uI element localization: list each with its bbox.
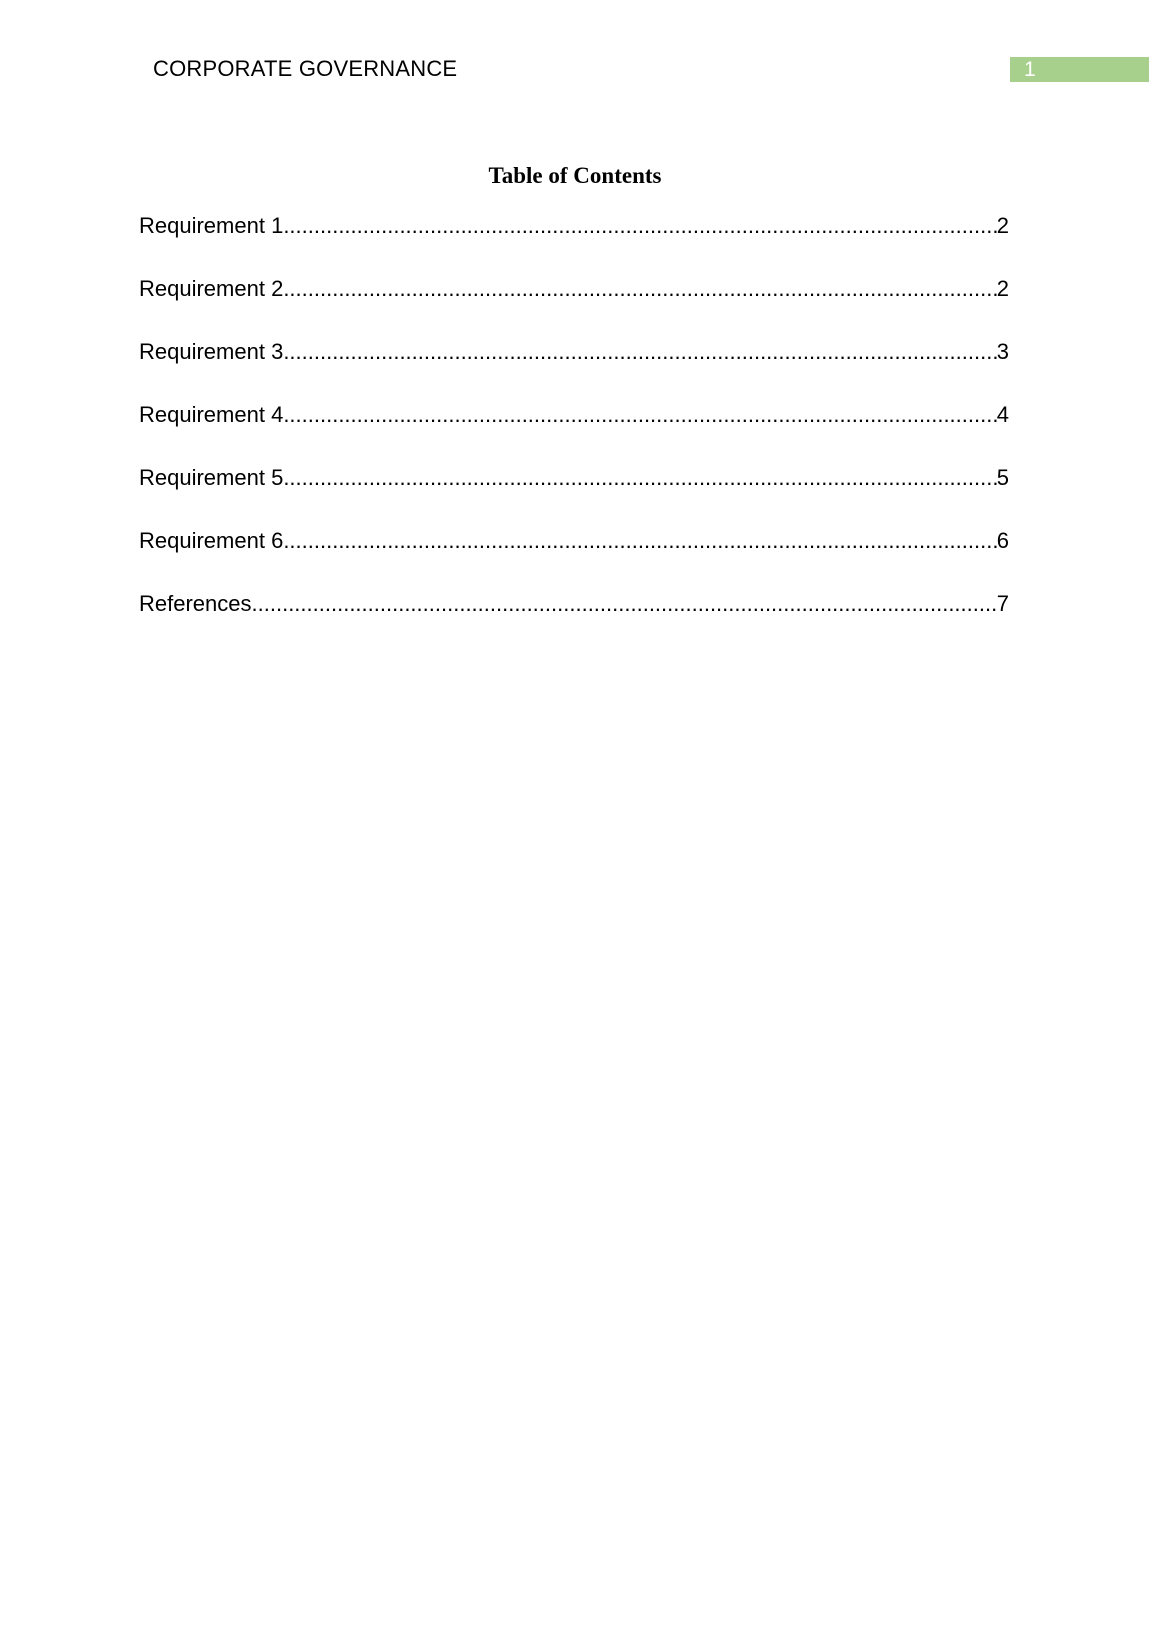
toc-entry-page: 6 — [996, 528, 1009, 553]
toc-entry-requirement-5[interactable] — [139, 463, 1009, 526]
toc-entry-page: 2 — [996, 213, 1009, 238]
toc-entry-requirement-4[interactable] — [139, 400, 1009, 463]
toc-entry-page: 2 — [996, 276, 1009, 301]
toc-entry-label: Requirement 3 — [139, 339, 284, 364]
toc-entry-requirement-1[interactable] — [139, 211, 1009, 274]
toc-entry-requirement-6[interactable] — [139, 526, 1009, 589]
toc-dot-leader — [283, 463, 996, 493]
toc-entry-page: 3 — [996, 339, 1009, 364]
toc-entry-page: 5 — [996, 465, 1009, 490]
toc-dot-leader — [283, 274, 996, 304]
toc-dot-leader — [283, 400, 996, 430]
toc-entry-label: Requirement 5 — [139, 465, 284, 490]
toc-entry-requirement-2[interactable] — [139, 274, 1009, 337]
toc-entry-references[interactable] — [139, 589, 1009, 652]
running-header-title: CORPORATE GOVERNANCE — [153, 56, 458, 81]
page-number-badge — [1010, 57, 1149, 82]
toc-entry-label: Requirement 1 — [139, 213, 284, 238]
table-of-contents — [139, 211, 1009, 652]
toc-dot-leader — [252, 589, 997, 619]
toc-dot-leader — [283, 337, 996, 367]
toc-entry-page: 4 — [996, 402, 1009, 427]
toc-entry-label: References — [139, 591, 252, 616]
toc-heading: Table of Contents — [488, 163, 662, 188]
toc-entry-page: 7 — [996, 591, 1009, 616]
toc-entry-label: Requirement 6 — [139, 528, 284, 553]
toc-dot-leader — [283, 211, 996, 241]
toc-entry-label: Requirement 2 — [139, 276, 284, 301]
toc-dot-leader — [283, 526, 996, 556]
toc-entry-label: Requirement 4 — [139, 402, 284, 427]
page-number: 1 — [1024, 58, 1036, 81]
toc-entry-requirement-3[interactable] — [139, 337, 1009, 400]
